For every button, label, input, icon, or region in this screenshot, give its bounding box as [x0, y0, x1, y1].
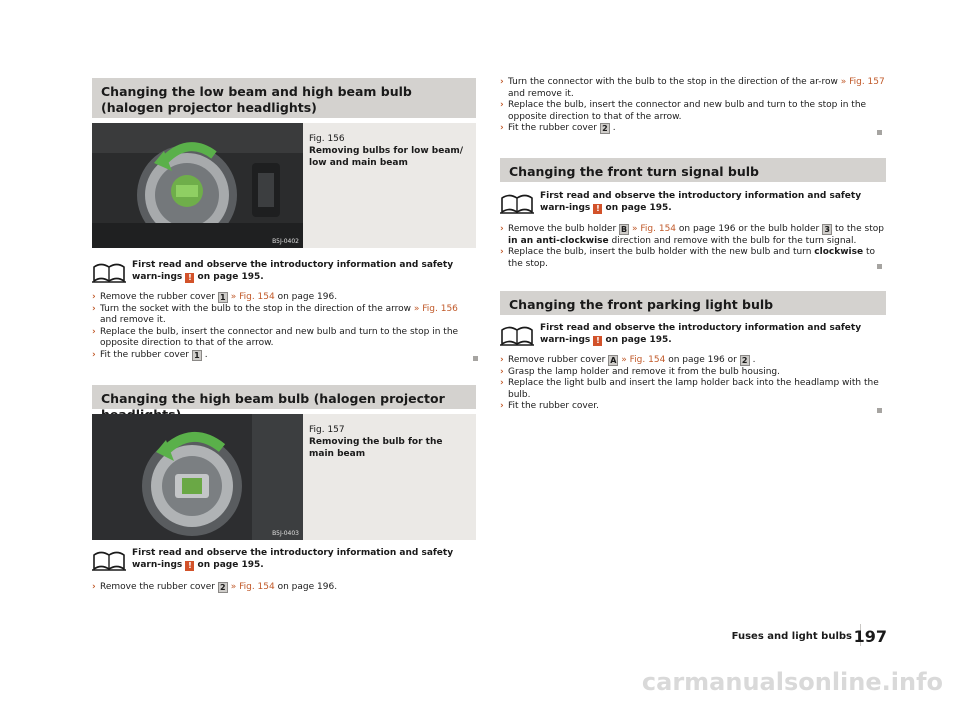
steps-list-continued [500, 77, 886, 135]
safety-note [500, 190, 886, 224]
figure-code: B5J-0403 [272, 530, 299, 537]
warning-exclamation-icon: ! [593, 336, 602, 346]
figure-code: B5J-0402 [272, 238, 299, 245]
figure-reference-link[interactable]: » Fig. 154 [632, 224, 677, 234]
chevron-right-icon: › [500, 247, 504, 257]
section-end-mark [877, 408, 882, 413]
figure-title: Removing the bulb for the main beam [309, 437, 443, 459]
key-label: 1 [192, 350, 202, 361]
section-heading-parking-light: Changing the front parking light bulb [500, 291, 886, 315]
figure-number: Fig. 157 [309, 425, 345, 435]
section-heading-turn-signal: Changing the front turn signal bulb [500, 158, 886, 182]
chevron-right-icon: › [92, 326, 96, 337]
key-label: 2 [218, 582, 228, 593]
footer-chapter-title: Fuses and light bulbs [731, 631, 852, 642]
steps-list [92, 582, 476, 594]
chevron-right-icon: › [92, 292, 96, 302]
key-label: 2 [740, 355, 750, 366]
chevron-right-icon: › [500, 355, 504, 365]
step-item: › Remove rubber cover A » Fig. 154 on page 196 or 2 . [500, 355, 756, 365]
section-heading-low-high-beam: Changing the low beam and high beam bulb (halogen projector headlights) [92, 78, 476, 118]
chevron-right-icon: › [92, 349, 96, 360]
step-item: › Fit the rubber cover. [500, 401, 600, 411]
figure-caption [309, 424, 469, 460]
steps-list [92, 292, 476, 361]
figure-157 [92, 414, 476, 540]
book-open-icon [92, 261, 126, 283]
steps-list [500, 224, 886, 270]
safety-note [92, 259, 476, 293]
step-item: › Turn the socket with the bulb to the stop in the direction of the arrow » Fig. 156 and remove it. [92, 303, 458, 325]
headlamp-photo-156 [92, 123, 303, 248]
figure-number: Fig. 156 [309, 134, 345, 144]
headlamp-photo-157 [92, 414, 303, 540]
section-end-mark [473, 356, 478, 361]
figure-caption [309, 133, 469, 169]
key-label: B [621, 225, 628, 234]
section-end-mark [877, 264, 882, 269]
figure-reference-link[interactable]: » Fig. 154 [230, 582, 275, 592]
chevron-right-icon: › [92, 582, 96, 592]
note-text: First read and observe the introductory information and safety warn-ings ! on page 195. [540, 191, 862, 213]
note-text: First read and observe the introductory information and safety warn-ings ! on page 195. [132, 548, 454, 570]
warning-exclamation-icon: ! [185, 561, 194, 571]
chevron-right-icon: › [500, 77, 504, 87]
chevron-right-icon: › [500, 224, 504, 234]
chevron-right-icon: › [500, 366, 504, 377]
figure-title: Removing bulbs for low beam/ low and main beam [309, 146, 464, 168]
key-label: 3 [822, 224, 832, 235]
book-open-icon [500, 192, 534, 214]
book-open-icon [500, 324, 534, 346]
step-item: › Remove the rubber cover 1 » Fig. 154 on page 196. [92, 292, 338, 302]
safety-note [92, 547, 476, 581]
note-text: First read and observe the introductory information and safety warn-ings ! on page 195. [132, 260, 454, 282]
steps-list [500, 355, 886, 413]
step-item: › Fit the rubber cover 1 . [92, 349, 208, 360]
warning-exclamation-icon: ! [593, 204, 602, 214]
figure-156-photo [92, 123, 303, 248]
step-item: › Replace the bulb, insert the connector and new bulb and turn to the stop in the opposite direction to that of the arrow. [92, 326, 459, 348]
section-heading-high-beam: Changing the high beam bulb (halogen projector [92, 385, 476, 409]
figure-157-photo [92, 414, 303, 540]
step-item: › Fit the rubber cover 2 . [500, 123, 616, 133]
step-item: › Replace the bulb, insert the bulb holder with the new bulb and turn clockwise to the stop. [500, 247, 876, 269]
figure-reference-link[interactable]: » Fig. 154 [621, 355, 666, 365]
section-end-mark [877, 130, 882, 135]
step-item: › Remove the bulb holder B » Fig. 154 on page 196 or the bulb holder 3 to the stop in an anti-clockwise direction and remove with the bulb for the turn signal. [500, 224, 884, 246]
key-label: 1 [218, 292, 228, 303]
figure-156 [92, 123, 476, 248]
figure-reference-link[interactable]: » Fig. 154 [230, 292, 275, 302]
step-item: › Turn the connector with the bulb to the stop in the direction of the ar-row » Fig. 157 and remove it. [500, 77, 885, 99]
chevron-right-icon: › [92, 303, 96, 314]
book-open-icon [92, 549, 126, 571]
step-item: › Remove the rubber cover 2 » Fig. 154 on page 196. [92, 582, 338, 592]
warning-exclamation-icon: ! [185, 273, 194, 283]
watermark: carmanualsonline.info [641, 668, 943, 696]
figure-reference-link[interactable]: » Fig. 157 [840, 77, 885, 87]
chevron-right-icon: › [500, 123, 504, 133]
chevron-right-icon: › [500, 378, 504, 388]
step-item: › Replace the bulb, insert the connector and new bulb and turn to the stop in the opposite direction to that of the arrow. [500, 100, 867, 122]
key-label: 2 [600, 123, 610, 134]
step-item: › Grasp the lamp holder and remove it from the bulb housing. [500, 366, 780, 377]
chevron-right-icon: › [500, 100, 504, 110]
figure-reference-link[interactable]: » Fig. 156 [413, 303, 458, 314]
page-number: 197 [853, 627, 887, 646]
key-label: A [610, 356, 617, 365]
note-text: First read and observe the introductory information and safety warn-ings ! on page 195. [540, 323, 862, 345]
step-item: › Replace the light bulb and insert the lamp holder back into the headlamp with the bulb. [500, 378, 879, 400]
safety-note [500, 322, 886, 356]
chevron-right-icon: › [500, 401, 504, 411]
